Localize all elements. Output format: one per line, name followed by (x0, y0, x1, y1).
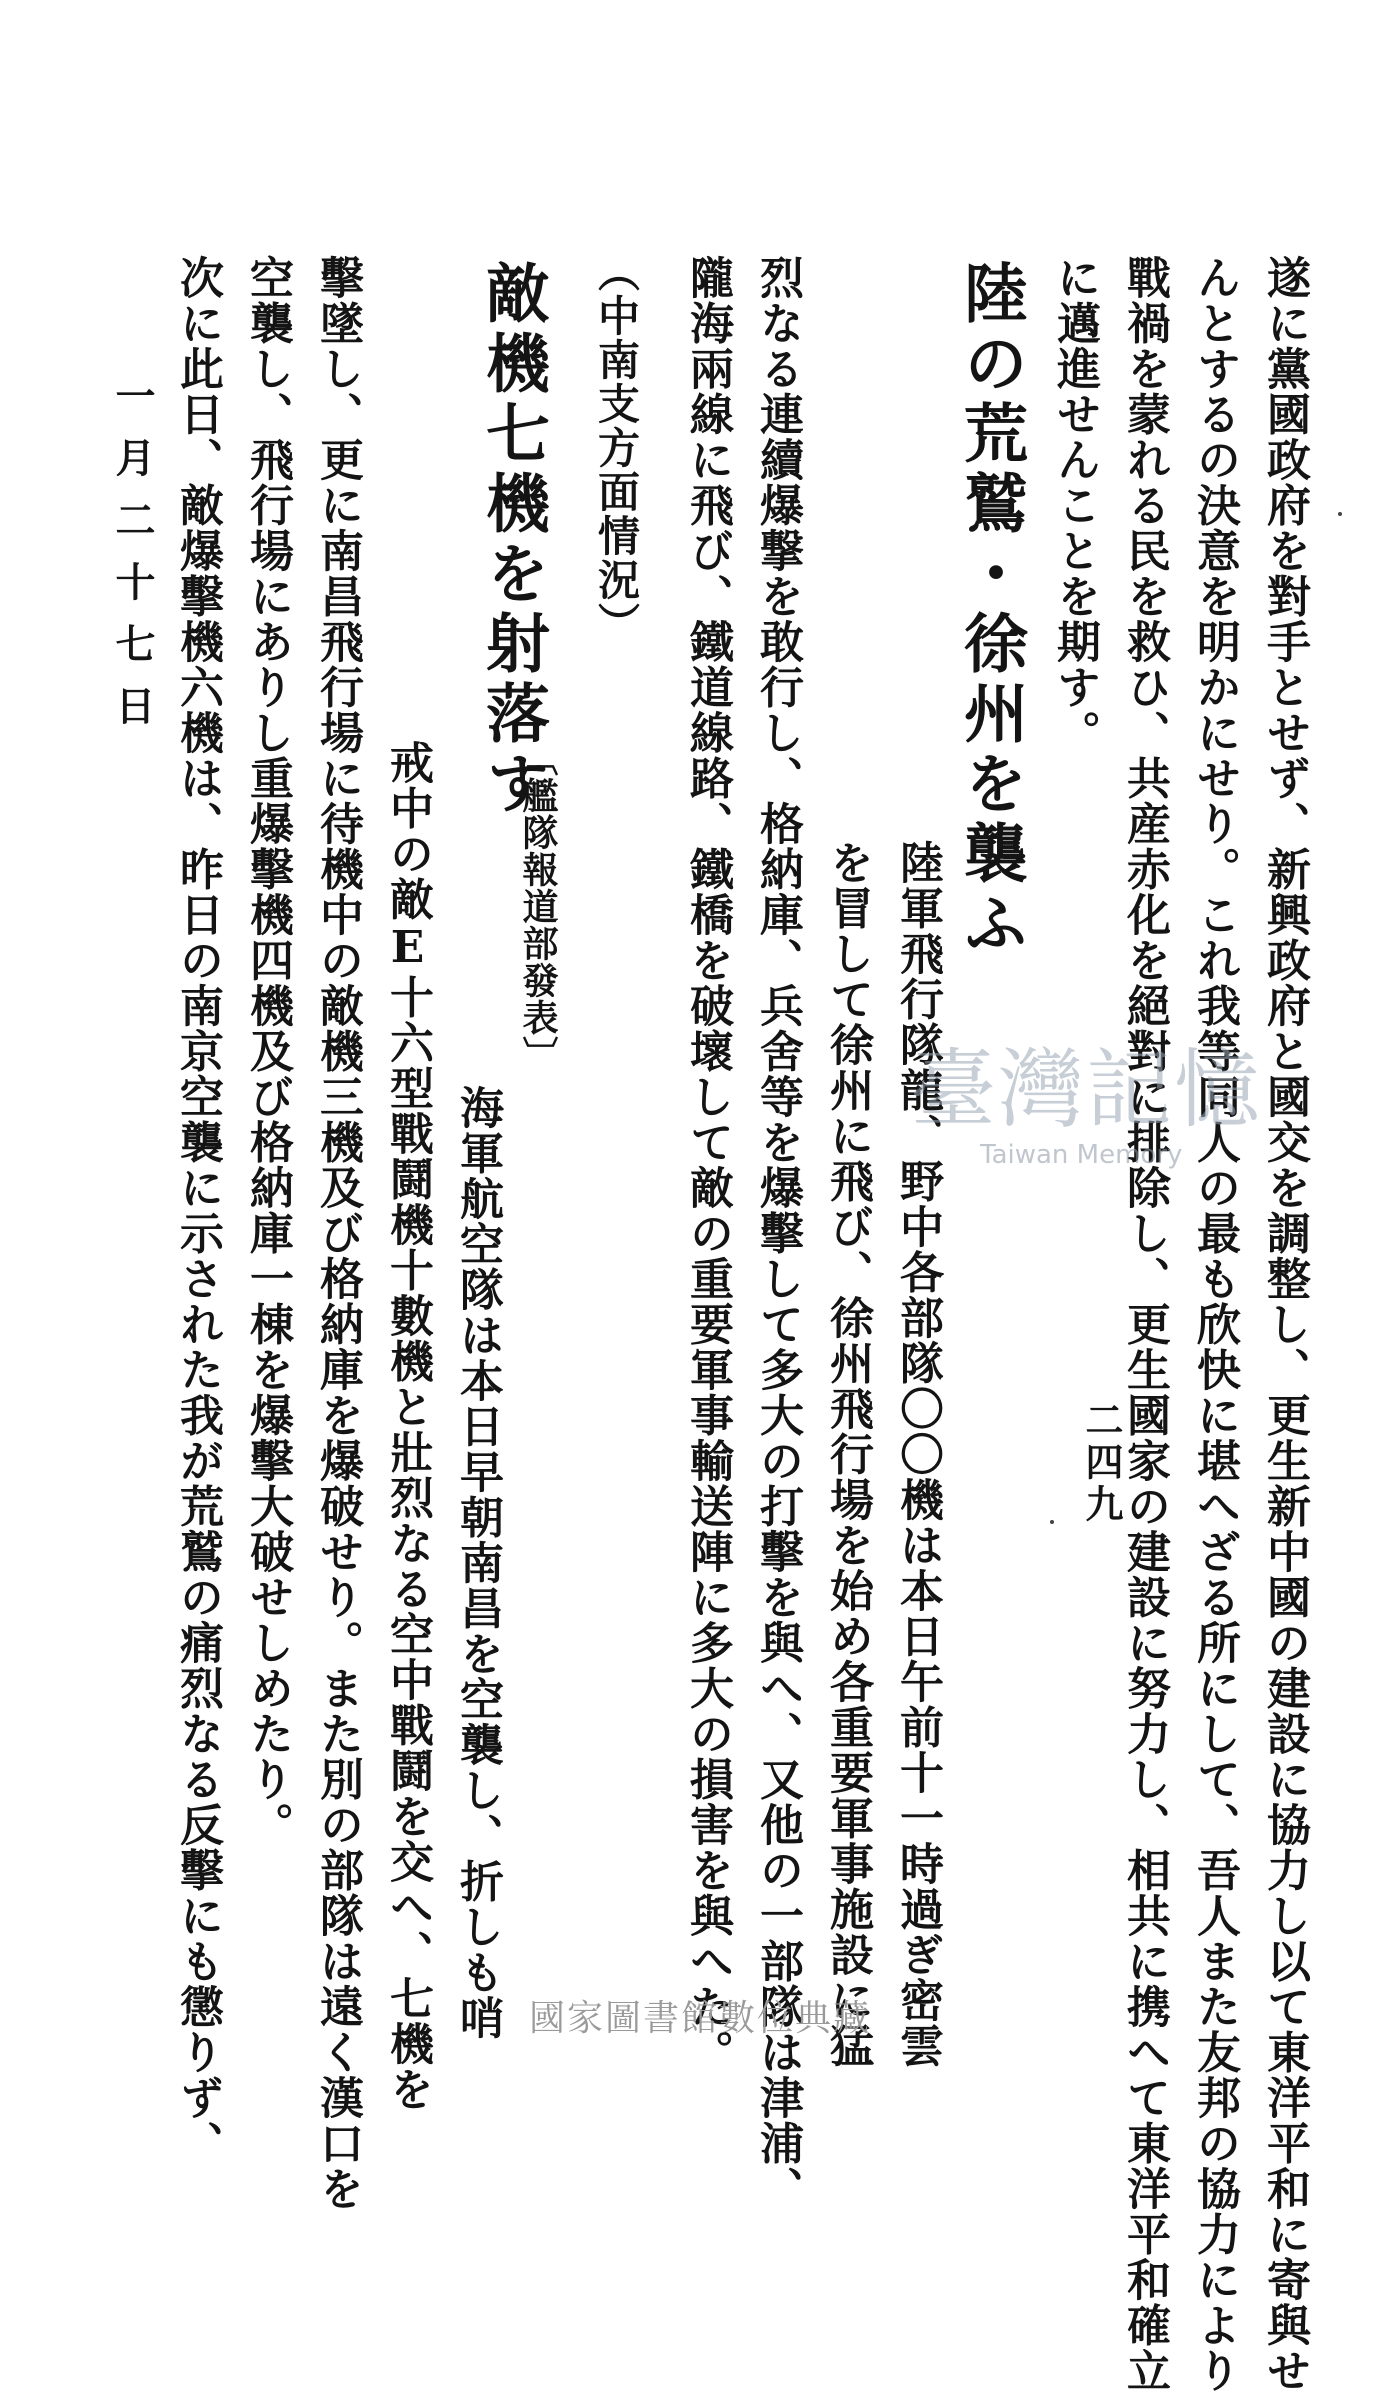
section1-column-1: 陸軍飛行隊龍、野中各部隊〇〇機は本日午前十一時過ぎ密雲 (892, 840, 943, 2069)
page-date: 一月二十七日 (109, 375, 156, 747)
intro-column-3: 戰禍を蒙れる民を救ひ、共産赤化を絕對に排除し、更生國家の建設に努力し、相共に携へて東洋平和確立 (1119, 255, 1170, 2394)
section2-column-5: 次に此日、敵爆擊機六機は、昨日の南京空襲に示された我が荒鷲の痛烈なる反擊にも懲りず、 (172, 255, 223, 2166)
section2-heading: 敵機七機を射落す (475, 260, 550, 820)
watermark-chinese: 臺灣記憶 (910, 1040, 1262, 1140)
section1-column-2: を冒して徐州に飛び、徐州飛行場を始め各重要軍事施設に猛 (822, 840, 873, 2069)
intro-column-4: に邁進せんことを期す。 (1049, 255, 1100, 756)
intro-column-2: んとするの決意を明かにせり。これ我等同人の最も欣快に堪へざる所にして、吾人また友邦の協力により (1189, 255, 1240, 2394)
section2-column-1: 海軍航空隊は本日早朝南昌を空襲し、折しも哨 (452, 1085, 503, 2041)
section2-source-note: 〔艦隊報道部發表〕 (517, 740, 559, 1073)
library-footer: 國家圖書館數位典藏 (528, 1998, 871, 2039)
section2-column-4: 空襲し、飛行場にありし重爆擊機四機及び格納庫一棟を爆擊大破せしめたり。 (242, 255, 293, 1848)
page-number: 二四九 (1079, 1400, 1124, 1526)
section1-column-3: 烈なる連續爆撃を敢行し、格納庫、兵舍等を爆擊して多大の打擊を與へ、又他の一部隊は津浦、 (752, 255, 803, 2212)
section1-heading: 陸の荒鷲・徐州を襲ふ (953, 260, 1028, 960)
section2-column-3: 擊墜し、更に南昌飛行場に待機中の敵機三機及び格納庫を爆破せり。また別の部隊は遠く漢口を (312, 255, 363, 2212)
section2-subheading: （中南支方面情況） (592, 250, 641, 646)
section2-column-2: 戒中の敵E十六型戰鬪機十數機と壯烈なる空中戰鬪を交へ、七機を (382, 740, 433, 2112)
section1-column-4: 隴海兩線に飛び、鐵道線路、鐵橋を破壞して敵の重要軍事輸送陣に多大の損害を與へた。 (682, 255, 733, 2075)
intro-column-1: 遂に黨國政府を對手とせず、新興政府と國交を調整し、更生新中國の建設に協力し以て東洋平和に寄與せ (1259, 255, 1310, 2394)
taiwan-memory-watermark (910, 1020, 1262, 1190)
scan-speck (1338, 512, 1342, 516)
scan-speck (1050, 1520, 1054, 1524)
watermark-english: Taiwan Memory (980, 1140, 1183, 1170)
